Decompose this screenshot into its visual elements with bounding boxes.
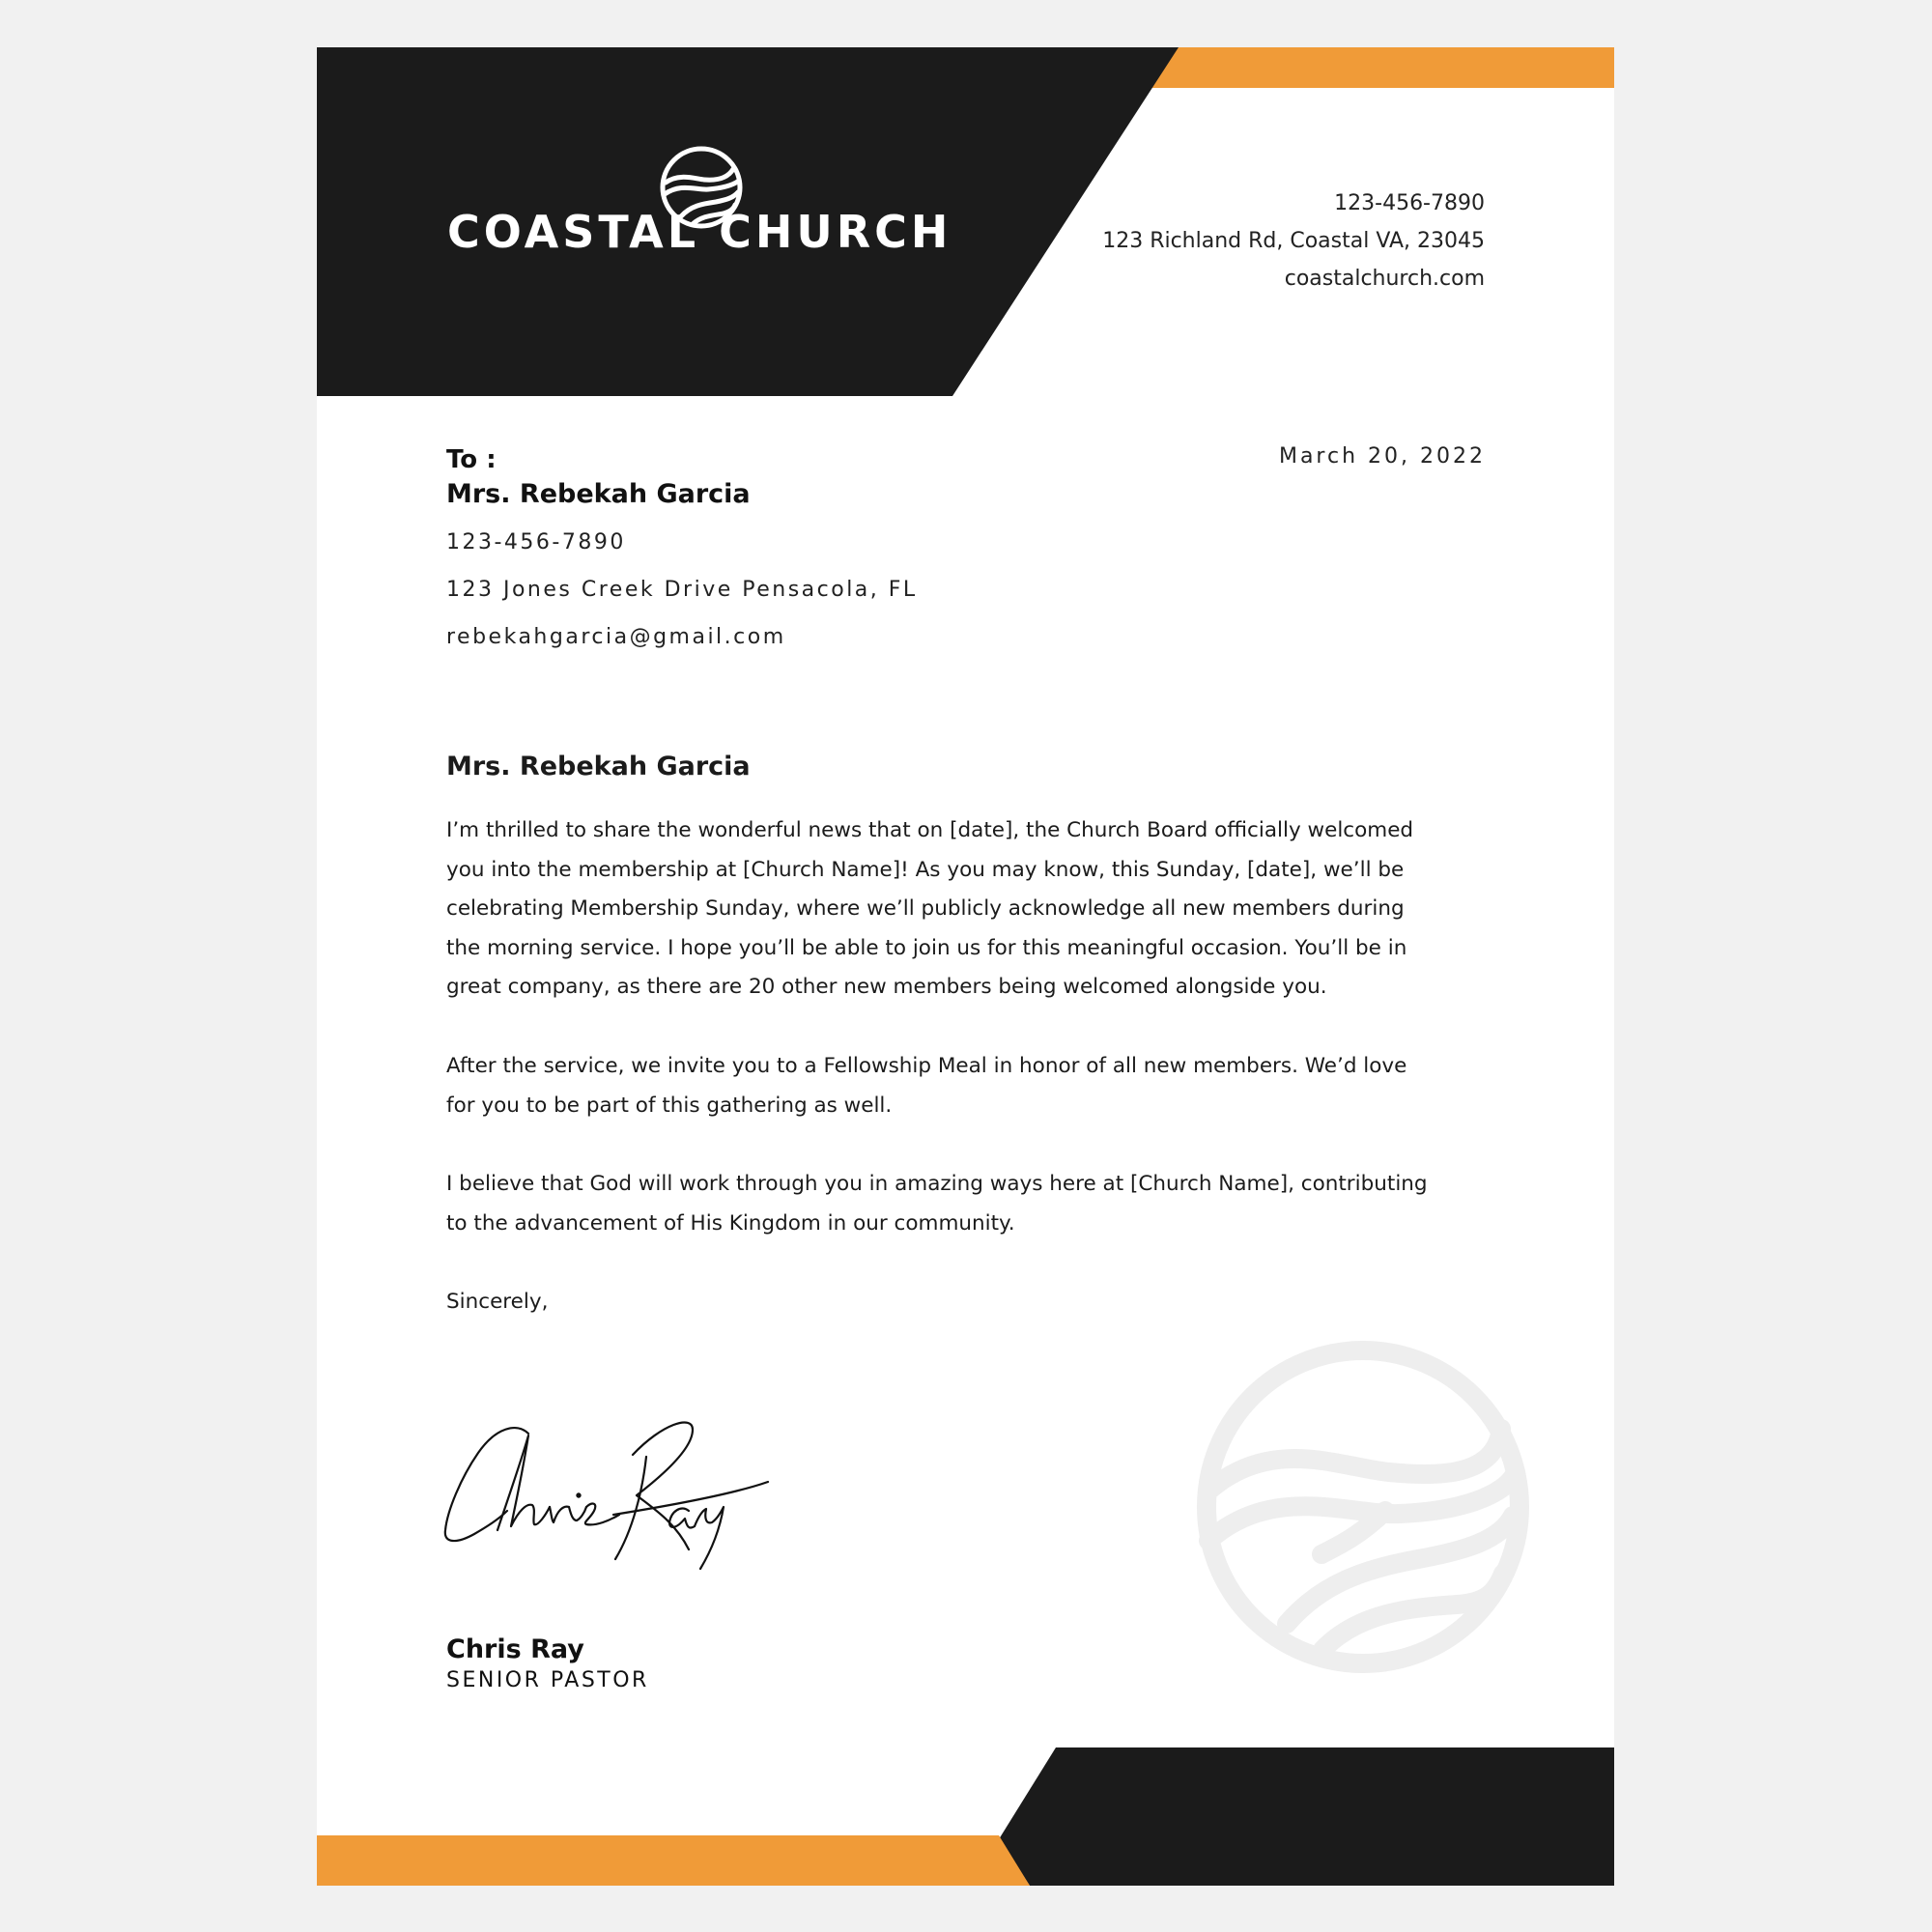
footer-dark-block [999, 1747, 1614, 1886]
signer-block [446, 1634, 649, 1695]
body-paragraph: I’m thrilled to share the wonderful news that on [date], the Church Board officially welcomed you into the membership at [Church Name]! As you may know, this Sunday, [date], we’ll be celebrating Membership Sunday, where we’ll publicly acknowledge all new members during the morning service. I hope you’ll be able to join us for this meaningful occasion. You’ll be in great company, as there are 20 other new members being welcomed alongside you. [446, 818, 1414, 1000]
recipient-block [446, 443, 918, 661]
body-paragraph: After the service, we invite you to a Fellowship Meal in honor of all new members. We’d love for you to be part of this gathering as well. [446, 1053, 1407, 1118]
sender-contact [1102, 185, 1485, 298]
body-paragraph: I believe that God will work through you in amazing ways here at [Church Name], contributing to the advancement of His Kingdom in our community. [446, 1172, 1428, 1236]
footer-accent-strip [317, 1835, 1030, 1886]
letterhead-page [317, 47, 1614, 1886]
watermark-wave-globe-icon [1207, 1350, 1520, 1663]
sender-phone: 123-456-7890 [1334, 191, 1485, 215]
recipient-address: 123 Jones Creek Drive Pensacola, FL [446, 578, 918, 602]
salutation: Mrs. Rebekah Garcia [446, 752, 751, 781]
sender-website: coastalchurch.com [1284, 267, 1485, 291]
letter-date: March 20, 2022 [1278, 444, 1486, 469]
organization-name: COASTAL CHURCH [447, 206, 952, 258]
handwritten-signature [440, 1414, 787, 1578]
signer-title: SENIOR PASTOR [446, 1668, 649, 1692]
closing: Sincerely, [446, 1290, 549, 1315]
recipient-email: rebekahgarcia@gmail.com [446, 625, 786, 649]
sender-address: 123 Richland Rd, Coastal VA, 23045 [1102, 229, 1485, 253]
recipient-phone: 123-456-7890 [446, 530, 626, 554]
letter-body [446, 748, 1432, 1321]
top-accent-strip [1151, 47, 1614, 88]
signer-name: Chris Ray [446, 1634, 584, 1664]
recipient-name: Mrs. Rebekah Garcia [446, 479, 751, 509]
to-label: To : [446, 445, 497, 474]
